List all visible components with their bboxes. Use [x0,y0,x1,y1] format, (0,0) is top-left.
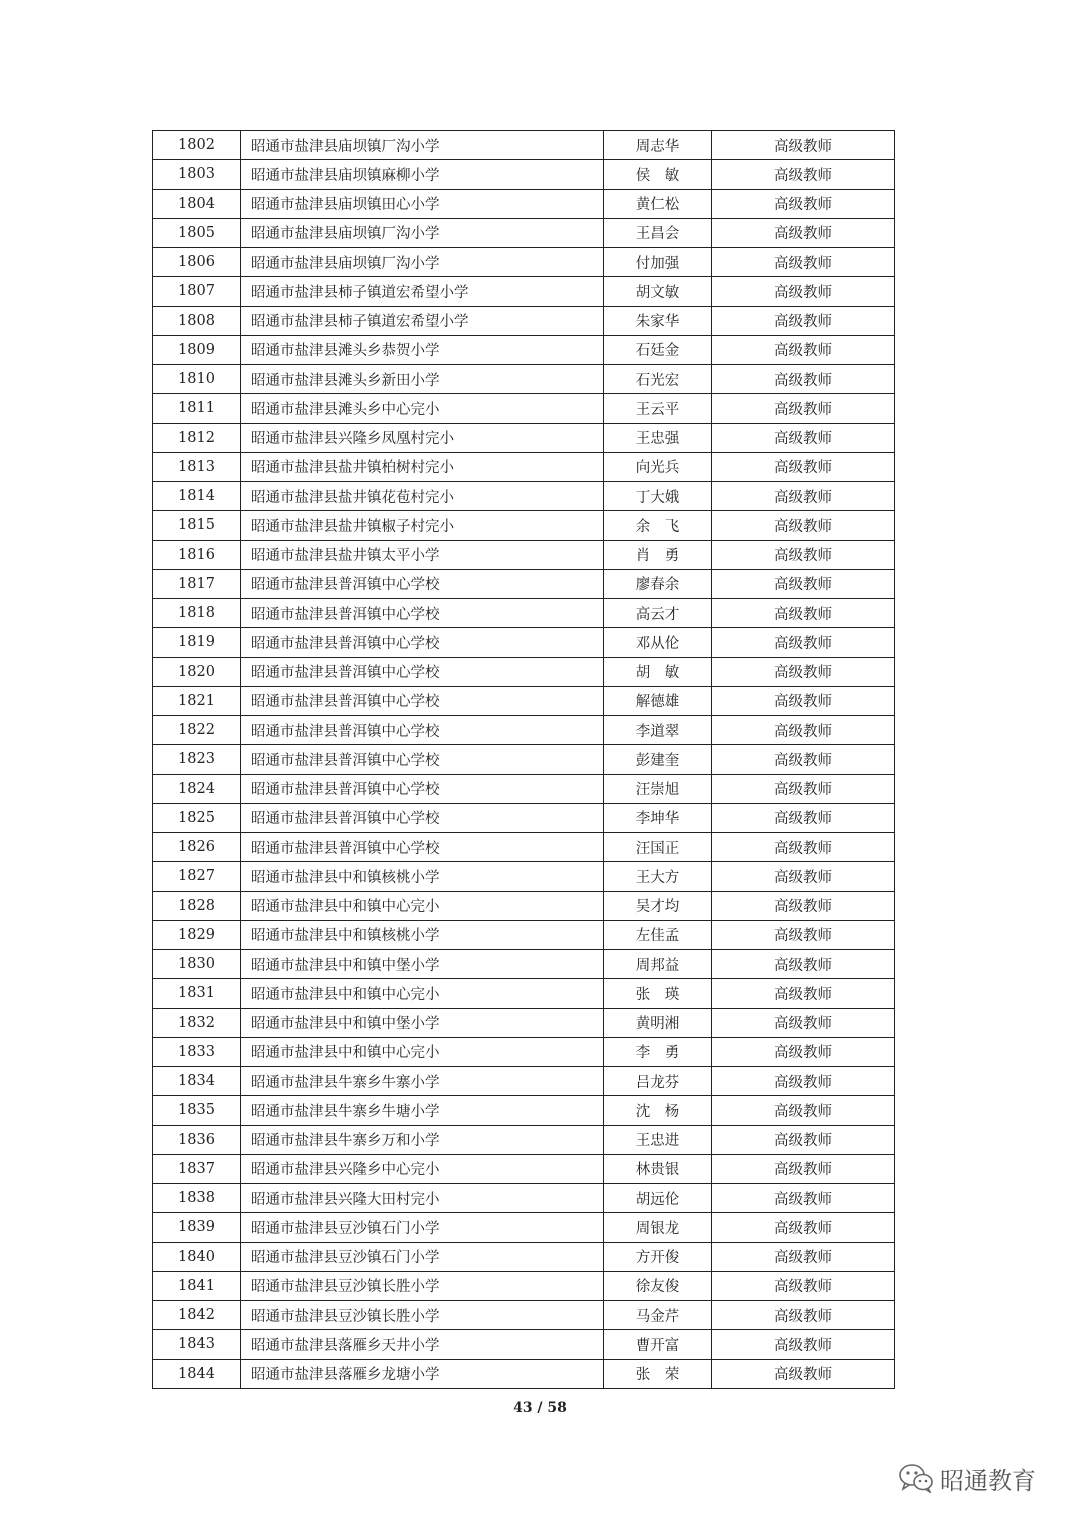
table-row [153,979,895,1008]
cell-school: 昭通市盐津县普洱镇中心学校 [241,833,604,862]
cell-name: 左佳孟 [604,920,712,949]
cell-school: 昭通市盐津县庙坝镇田心小学 [241,189,604,218]
cell-name: 王忠强 [604,423,712,452]
cell-title: 高级教师 [712,452,895,481]
cell-name: 徐友俊 [604,1271,712,1300]
cell-name: 周银龙 [604,1213,712,1242]
cell-number: 1840 [153,1242,241,1271]
cell-school: 昭通市盐津县普洱镇中心学校 [241,745,604,774]
cell-name: 王大方 [604,862,712,891]
cell-name: 石光宏 [604,365,712,394]
table-row [153,306,895,335]
cell-title: 高级教师 [712,657,895,686]
cell-school: 昭通市盐津县普洱镇中心学校 [241,716,604,745]
cell-school: 昭通市盐津县兴隆乡凤凰村完小 [241,423,604,452]
cell-number: 1814 [153,482,241,511]
table-row [153,160,895,189]
cell-name: 张 瑛 [604,979,712,1008]
cell-school: 昭通市盐津县牛寨乡万和小学 [241,1125,604,1154]
cell-number: 1838 [153,1184,241,1213]
cell-school: 昭通市盐津县普洱镇中心学校 [241,686,604,715]
cell-name: 石廷金 [604,335,712,364]
cell-title: 高级教师 [712,1184,895,1213]
cell-title: 高级教师 [712,774,895,803]
cell-school: 昭通市盐津县牛寨乡牛塘小学 [241,1096,604,1125]
table-row [153,1096,895,1125]
cell-name: 王昌会 [604,218,712,247]
cell-number: 1822 [153,716,241,745]
table-row [153,657,895,686]
table-row [153,891,895,920]
cell-name: 邓从伦 [604,628,712,657]
cell-title: 高级教师 [712,189,895,218]
cell-school: 昭通市盐津县盐井镇椒子村完小 [241,511,604,540]
cell-number: 1832 [153,1008,241,1037]
cell-name: 吴才均 [604,891,712,920]
cell-number: 1844 [153,1359,241,1388]
table-row [153,394,895,423]
cell-number: 1802 [153,131,241,160]
cell-title: 高级教师 [712,979,895,1008]
table-row [153,423,895,452]
table-row [153,1067,895,1096]
cell-school: 昭通市盐津县豆沙镇长胜小学 [241,1271,604,1300]
cell-name: 侯 敏 [604,160,712,189]
cell-title: 高级教师 [712,335,895,364]
cell-number: 1824 [153,774,241,803]
cell-school: 昭通市盐津县牛寨乡牛寨小学 [241,1067,604,1096]
cell-name: 解德雄 [604,686,712,715]
table-row [153,1271,895,1300]
table-row [153,774,895,803]
cell-title: 高级教师 [712,599,895,628]
table-row [153,1213,895,1242]
table-row [153,1037,895,1066]
cell-title: 高级教师 [712,862,895,891]
cell-title: 高级教师 [712,891,895,920]
cell-title: 高级教师 [712,365,895,394]
cell-title: 高级教师 [712,511,895,540]
cell-title: 高级教师 [712,1154,895,1183]
table-row [153,803,895,832]
cell-name: 黄仁松 [604,189,712,218]
cell-school: 昭通市盐津县豆沙镇石门小学 [241,1242,604,1271]
cell-number: 1806 [153,248,241,277]
cell-name: 向光兵 [604,452,712,481]
cell-school: 昭通市盐津县兴隆大田村完小 [241,1184,604,1213]
cell-title: 高级教师 [712,1242,895,1271]
cell-name: 彭建奎 [604,745,712,774]
cell-number: 1808 [153,306,241,335]
cell-school: 昭通市盐津县盐井镇柏树村完小 [241,452,604,481]
cell-name: 沈 杨 [604,1096,712,1125]
cell-number: 1843 [153,1330,241,1359]
table-row [153,950,895,979]
cell-title: 高级教师 [712,306,895,335]
cell-title: 高级教师 [712,1096,895,1125]
table-row [153,248,895,277]
cell-name: 黄明湘 [604,1008,712,1037]
cell-name: 李道翠 [604,716,712,745]
cell-number: 1841 [153,1271,241,1300]
table-row [153,920,895,949]
cell-school: 昭通市盐津县盐井镇太平小学 [241,540,604,569]
cell-school: 昭通市盐津县滩头乡新田小学 [241,365,604,394]
cell-title: 高级教师 [712,686,895,715]
cell-number: 1839 [153,1213,241,1242]
cell-number: 1826 [153,833,241,862]
cell-number: 1809 [153,335,241,364]
cell-title: 高级教师 [712,569,895,598]
table-row [153,540,895,569]
table-row [153,218,895,247]
cell-school: 昭通市盐津县中和镇核桃小学 [241,862,604,891]
cell-title: 高级教师 [712,1330,895,1359]
cell-number: 1820 [153,657,241,686]
cell-title: 高级教师 [712,394,895,423]
cell-number: 1816 [153,540,241,569]
cell-school: 昭通市盐津县中和镇中堡小学 [241,950,604,979]
cell-name: 肖 勇 [604,540,712,569]
cell-name: 马金芹 [604,1301,712,1330]
cell-number: 1837 [153,1154,241,1183]
table-row [153,1184,895,1213]
cell-number: 1842 [153,1301,241,1330]
cell-title: 高级教师 [712,745,895,774]
cell-school: 昭通市盐津县普洱镇中心学校 [241,657,604,686]
cell-school: 昭通市盐津县庙坝镇厂沟小学 [241,248,604,277]
cell-number: 1815 [153,511,241,540]
wechat-icon [898,1463,934,1493]
cell-title: 高级教师 [712,277,895,306]
table-row [153,628,895,657]
table-row [153,1330,895,1359]
cell-school: 昭通市盐津县滩头乡恭贺小学 [241,335,604,364]
cell-title: 高级教师 [712,833,895,862]
cell-title: 高级教师 [712,920,895,949]
cell-number: 1827 [153,862,241,891]
table-row [153,1301,895,1330]
cell-title: 高级教师 [712,803,895,832]
cell-number: 1836 [153,1125,241,1154]
cell-title: 高级教师 [712,540,895,569]
cell-number: 1811 [153,394,241,423]
cell-name: 李坤华 [604,803,712,832]
cell-name: 胡 敏 [604,657,712,686]
cell-name: 林贵银 [604,1154,712,1183]
cell-number: 1805 [153,218,241,247]
cell-name: 胡文敏 [604,277,712,306]
table-row [153,131,895,160]
cell-name: 高云才 [604,599,712,628]
cell-name: 李 勇 [604,1037,712,1066]
table-row [153,1008,895,1037]
cell-title: 高级教师 [712,628,895,657]
table-body [153,131,895,1389]
cell-number: 1829 [153,920,241,949]
table-row [153,335,895,364]
cell-number: 1823 [153,745,241,774]
table-row [153,862,895,891]
cell-school: 昭通市盐津县普洱镇中心学校 [241,803,604,832]
table-row [153,511,895,540]
cell-name: 汪崇旭 [604,774,712,803]
cell-title: 高级教师 [712,482,895,511]
cell-number: 1830 [153,950,241,979]
cell-number: 1810 [153,365,241,394]
cell-school: 昭通市盐津县柿子镇道宏希望小学 [241,306,604,335]
cell-title: 高级教师 [712,1301,895,1330]
cell-name: 朱家华 [604,306,712,335]
table-row [153,189,895,218]
teacher-list-table [152,130,895,1389]
page-number: 43 / 58 [513,1400,567,1416]
cell-school: 昭通市盐津县中和镇中心完小 [241,979,604,1008]
cell-name: 廖春余 [604,569,712,598]
cell-number: 1835 [153,1096,241,1125]
cell-school: 昭通市盐津县庙坝镇麻柳小学 [241,160,604,189]
cell-name: 曹开富 [604,1330,712,1359]
cell-number: 1813 [153,452,241,481]
cell-name: 付加强 [604,248,712,277]
watermark [898,1458,1036,1498]
cell-name: 张 荣 [604,1359,712,1388]
table-row [153,482,895,511]
cell-number: 1831 [153,979,241,1008]
table-row [153,365,895,394]
cell-school: 昭通市盐津县中和镇中堡小学 [241,1008,604,1037]
cell-school: 昭通市盐津县普洱镇中心学校 [241,599,604,628]
cell-school: 昭通市盐津县普洱镇中心学校 [241,628,604,657]
cell-title: 高级教师 [712,131,895,160]
table-row [153,1154,895,1183]
table-row [153,745,895,774]
table-row [153,452,895,481]
cell-name: 周邦益 [604,950,712,979]
table-row [153,277,895,306]
cell-school: 昭通市盐津县豆沙镇石门小学 [241,1213,604,1242]
cell-school: 昭通市盐津县落雁乡龙塘小学 [241,1359,604,1388]
cell-title: 高级教师 [712,1008,895,1037]
cell-number: 1821 [153,686,241,715]
cell-number: 1803 [153,160,241,189]
cell-school: 昭通市盐津县滩头乡中心完小 [241,394,604,423]
cell-number: 1812 [153,423,241,452]
cell-name: 汪国正 [604,833,712,862]
cell-title: 高级教师 [712,1271,895,1300]
cell-school: 昭通市盐津县普洱镇中心学校 [241,569,604,598]
cell-number: 1834 [153,1067,241,1096]
cell-title: 高级教师 [712,716,895,745]
cell-number: 1819 [153,628,241,657]
table-row [153,1359,895,1388]
cell-title: 高级教师 [712,1125,895,1154]
cell-title: 高级教师 [712,1067,895,1096]
cell-number: 1817 [153,569,241,598]
cell-school: 昭通市盐津县中和镇中心完小 [241,891,604,920]
cell-name: 王忠进 [604,1125,712,1154]
table-row [153,1242,895,1271]
cell-school: 昭通市盐津县盐井镇花苞村完小 [241,482,604,511]
cell-title: 高级教师 [712,1213,895,1242]
cell-title: 高级教师 [712,218,895,247]
cell-name: 方开俊 [604,1242,712,1271]
watermark-text: 昭通教育 [940,1466,1036,1495]
cell-title: 高级教师 [712,423,895,452]
cell-title: 高级教师 [712,1359,895,1388]
cell-title: 高级教师 [712,1037,895,1066]
cell-number: 1804 [153,189,241,218]
cell-title: 高级教师 [712,160,895,189]
cell-school: 昭通市盐津县落雁乡天井小学 [241,1330,604,1359]
cell-school: 昭通市盐津县中和镇中心完小 [241,1037,604,1066]
cell-number: 1818 [153,599,241,628]
cell-name: 周志华 [604,131,712,160]
table-row [153,833,895,862]
cell-name: 吕龙芬 [604,1067,712,1096]
cell-number: 1825 [153,803,241,832]
cell-school: 昭通市盐津县豆沙镇长胜小学 [241,1301,604,1330]
cell-school: 昭通市盐津县庙坝镇厂沟小学 [241,131,604,160]
table-row [153,686,895,715]
cell-name: 胡远伦 [604,1184,712,1213]
table-row [153,569,895,598]
cell-school: 昭通市盐津县普洱镇中心学校 [241,774,604,803]
table-row [153,1125,895,1154]
cell-title: 高级教师 [712,248,895,277]
cell-school: 昭通市盐津县中和镇核桃小学 [241,920,604,949]
cell-school: 昭通市盐津县柿子镇道宏希望小学 [241,277,604,306]
cell-school: 昭通市盐津县庙坝镇厂沟小学 [241,218,604,247]
cell-name: 余 飞 [604,511,712,540]
cell-name: 王云平 [604,394,712,423]
cell-school: 昭通市盐津县兴隆乡中心完小 [241,1154,604,1183]
cell-title: 高级教师 [712,950,895,979]
table-row [153,716,895,745]
cell-number: 1807 [153,277,241,306]
table-row [153,599,895,628]
cell-number: 1828 [153,891,241,920]
cell-name: 丁大娥 [604,482,712,511]
cell-number: 1833 [153,1037,241,1066]
